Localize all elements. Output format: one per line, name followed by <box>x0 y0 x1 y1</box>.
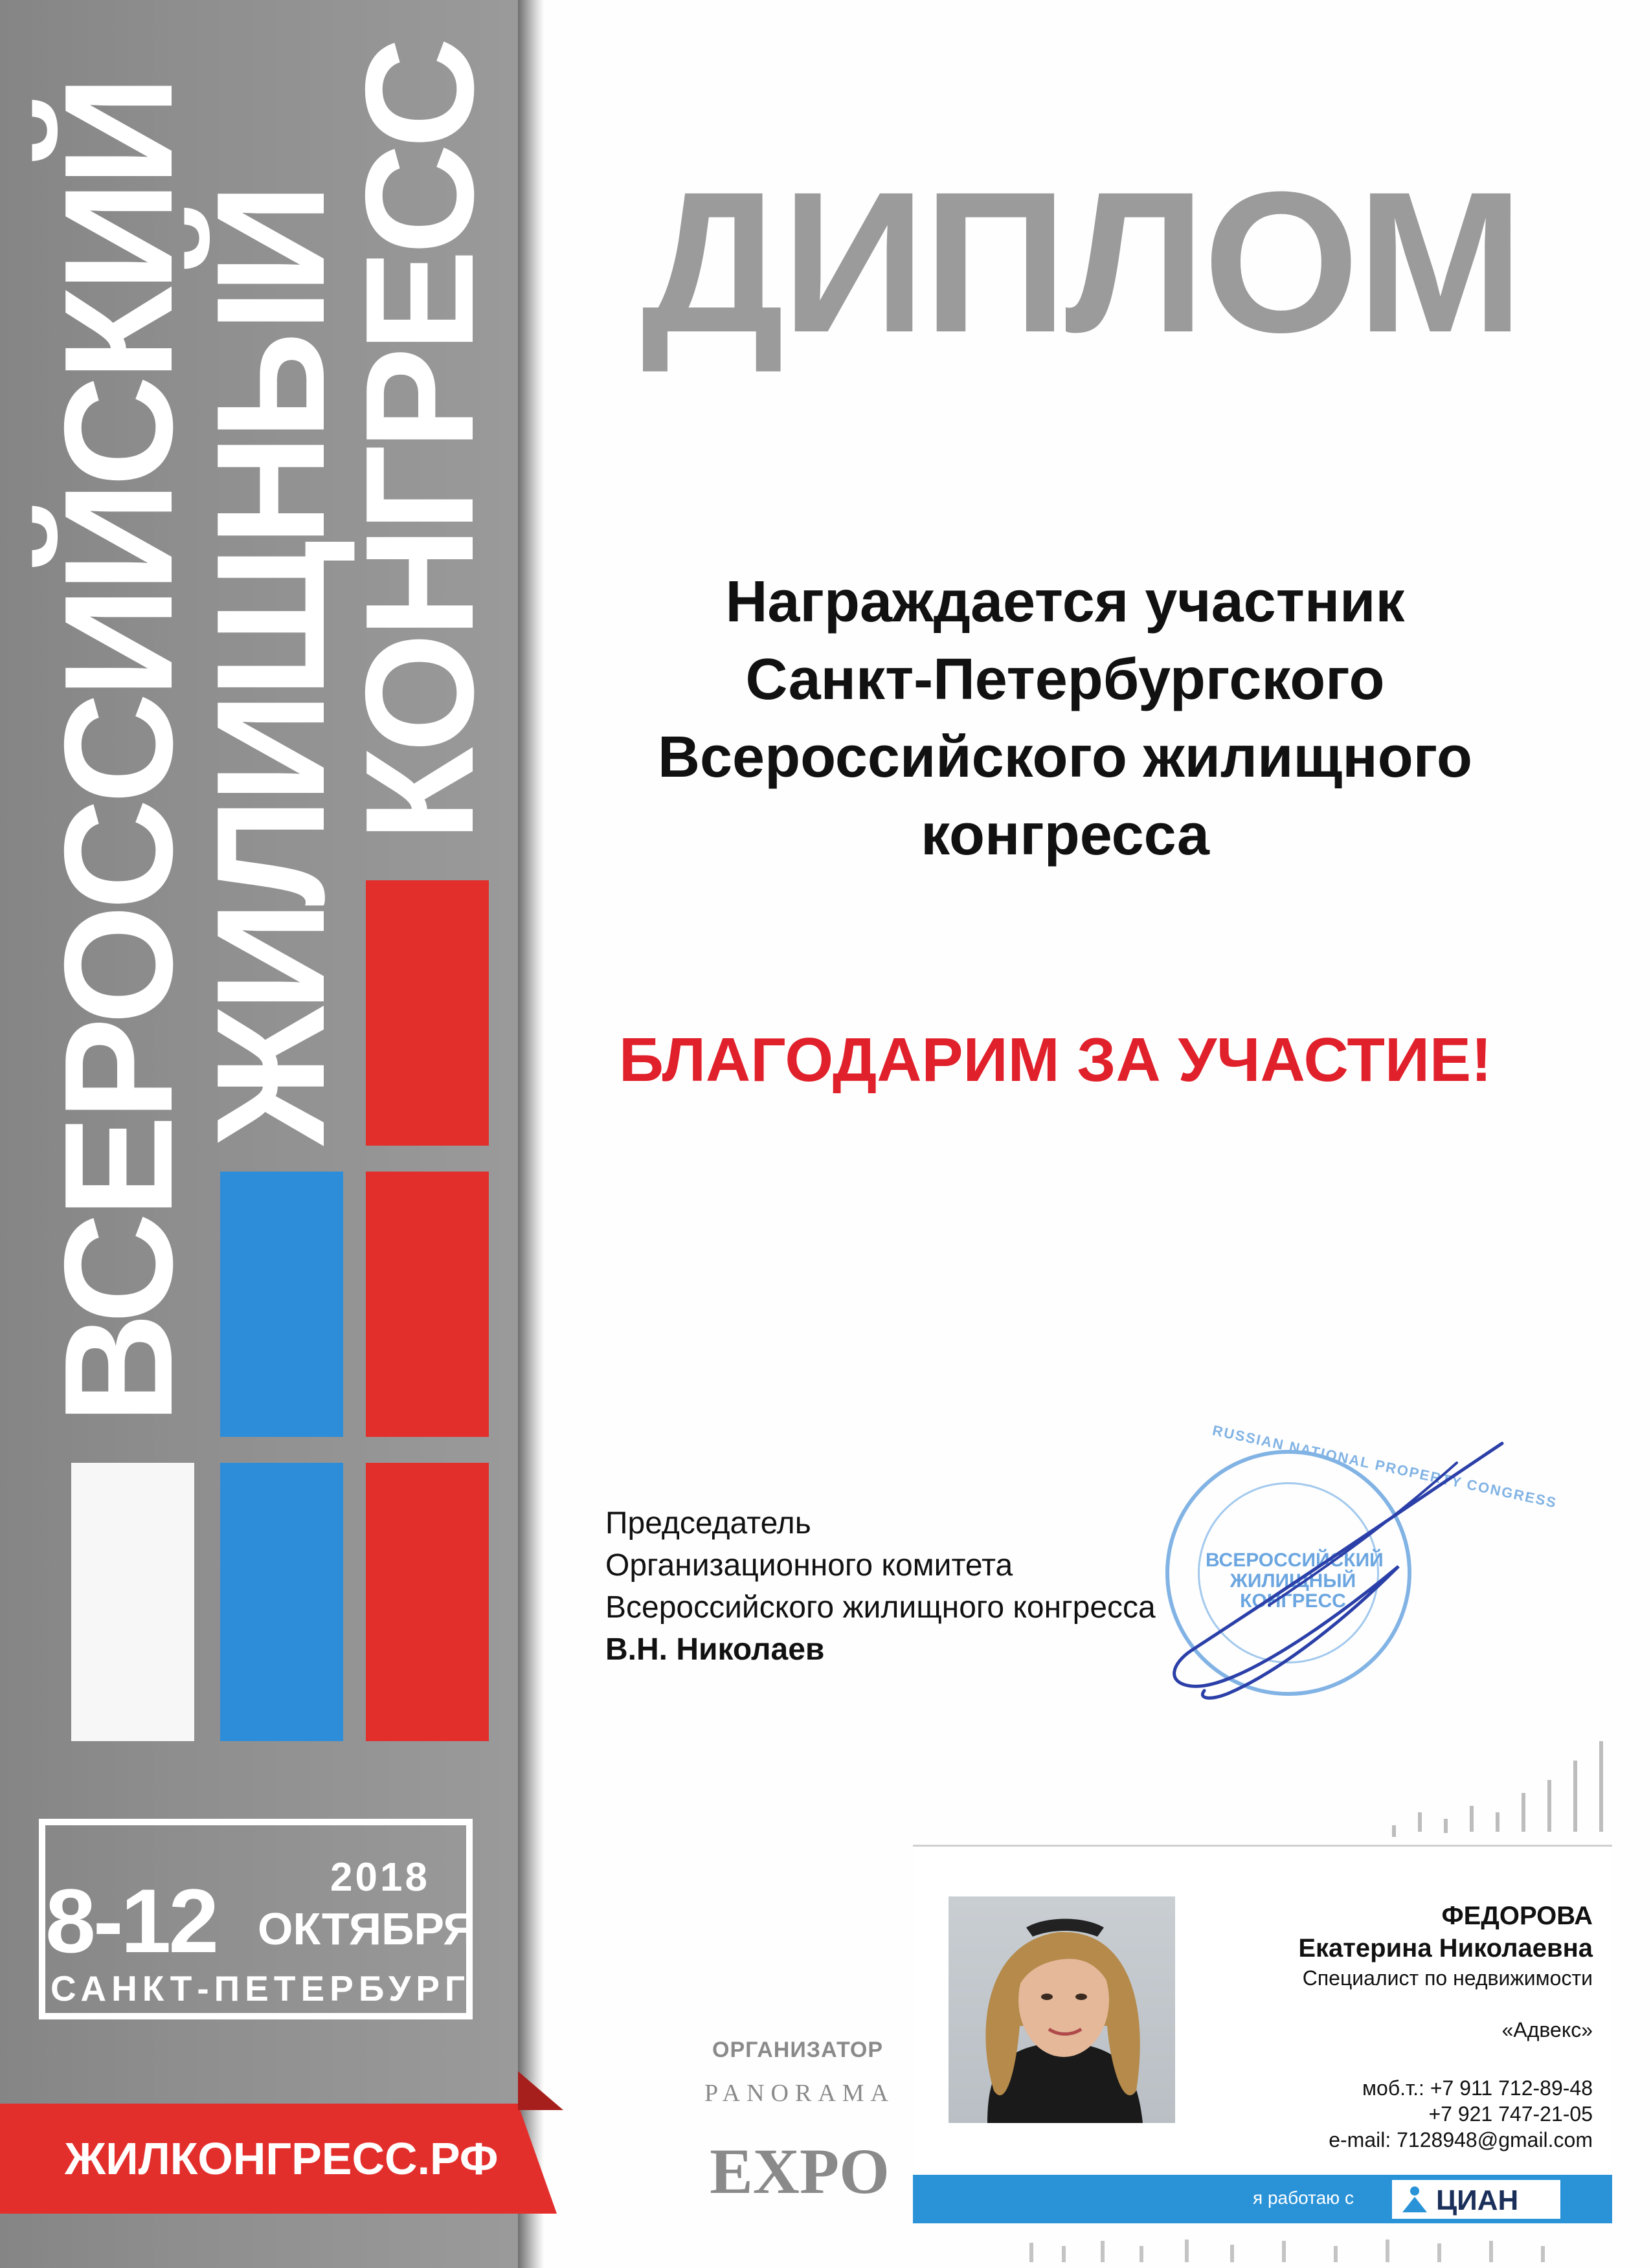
signatory-position: Председатель <box>605 1506 811 1540</box>
flag-block-red-top <box>366 880 489 1146</box>
card-footer-text: я работаю с <box>1253 2188 1354 2208</box>
event-city: САНКТ-ПЕТЕРБУРГ <box>51 1968 471 2008</box>
event-month: ОКТЯБРЯ <box>258 1904 476 1954</box>
stamp-center-text: ВСЕРОССИЙСКИЙ ЖИЛИЩНЫЙ КОНГРЕСС <box>1206 1550 1384 1612</box>
flag-block-blue-top <box>220 1172 343 1437</box>
cian-logo-icon <box>1398 2185 1431 2214</box>
organizer-brand-top: PANORAMA <box>704 2080 895 2107</box>
agent-company: «Адвекс» <box>1501 2018 1593 2041</box>
agent-phone-1 <box>1362 2078 1593 2098</box>
signatory-organization: Всероссийского жилищного конгресса <box>605 1590 1156 1625</box>
signatory-name: В.Н. Николаев <box>605 1632 825 1667</box>
portrait-illustration <box>949 1896 1175 2123</box>
agent-surname: ФЕДОРОВА <box>1441 1902 1593 1930</box>
award-line-4: конгресса <box>921 803 1209 867</box>
diploma-title: ДИПЛОМ <box>641 150 1522 374</box>
cian-logo-text: ЦИАН <box>1436 2185 1519 2216</box>
thanks-message: БЛАГОДАРИМ ЗА УЧАСТИЕ! <box>618 1025 1492 1095</box>
agent-photo <box>949 1896 1175 2123</box>
stamp-ring-text: RUSSIAN NATIONAL PROPERTY CONGRESS <box>1211 1422 1559 1511</box>
decorative-dots-bottom <box>906 2233 1619 2265</box>
flag-block-blue-bottom <box>220 1463 343 1741</box>
award-line-3: Всероссийского жилищного <box>658 725 1472 790</box>
decorative-dots-right <box>1379 1735 1619 1845</box>
award-line-2: Санкт-Петербургского <box>745 647 1385 712</box>
award-line-1: Награждается участник <box>725 570 1405 634</box>
agent-position: Специалист по недвижимости <box>1302 1966 1593 1990</box>
agent-email[interactable]: e-mail: 7128948@gmail.com <box>1329 2128 1593 2151</box>
sidebar-edge-shadow <box>518 0 544 2268</box>
organizer-brand-expo: EXPO <box>710 2135 890 2207</box>
flag-block-red-middle <box>366 1172 489 1437</box>
event-days: 8-12 <box>45 1870 217 1972</box>
congress-title-line-3: КОНГРЕСС <box>334 42 506 841</box>
agent-given-names: Екатерина Николаевна <box>1298 1934 1593 1962</box>
signature <box>1152 1437 1515 1709</box>
event-year: 2018 <box>330 1855 430 1900</box>
congress-title-line-1: ВСЕРОССИЙСКИЙ <box>33 80 205 1424</box>
flag-block-white <box>71 1463 194 1741</box>
organizer-label: ОРГАНИЗАТОР <box>712 2038 884 2062</box>
flag-block-red-bottom <box>366 1463 489 1741</box>
phone-number-1[interactable]: +7 911 712-89-48 <box>1430 2076 1593 2100</box>
cian-logo-box <box>1392 2180 1560 2219</box>
signatory-committee: Организационного комитета <box>605 1548 1013 1583</box>
agent-phone-2[interactable]: +7 921 747-21-05 <box>1428 2102 1593 2126</box>
website-link[interactable]: ЖИЛКОНГРЕСС.РФ <box>65 2133 499 2184</box>
congress-title-line-2: ЖИЛИЩНЫЙ <box>185 188 357 1146</box>
mobile-label: моб.т.: <box>1362 2076 1424 2100</box>
